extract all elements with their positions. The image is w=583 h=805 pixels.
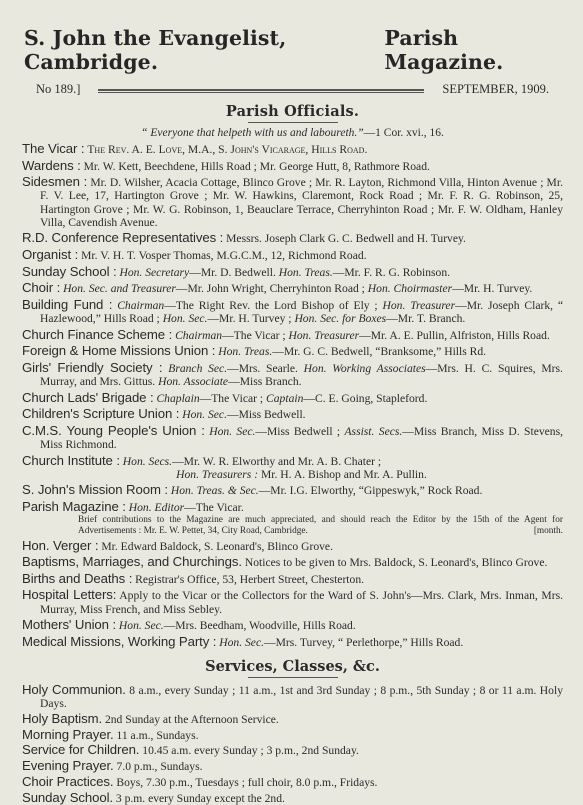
- entry-heading: Baptisms, Marriages, and Churchings.: [22, 554, 242, 570]
- entry-text: —Mr. I.G. Elworthy, “Gippeswyk,” Rock Road.: [258, 484, 483, 498]
- entry-text: —Mr. D. Bedwell.: [189, 265, 276, 279]
- magazine-note-end: [month.: [533, 525, 563, 536]
- entry-text: Mr. H. A. Bishop and Mr. A. Pullin.: [260, 467, 427, 481]
- entry-mission-room: [22, 483, 563, 497]
- entry-girls-friendly: [22, 361, 563, 388]
- entry-role: Hon. Secretary: [119, 265, 190, 279]
- entry-text: —Miss Branch.: [228, 374, 302, 388]
- entry-heading: Sidesmen :: [22, 174, 88, 190]
- entry-text: —Mr. G. C. Bedwell, “Branksome,” Hills Rd.: [272, 345, 487, 359]
- service-heading: Sunday School.: [22, 789, 113, 805]
- entry-heading: Wardens :: [22, 157, 81, 173]
- entry-role: Hon. Secs.: [122, 454, 173, 468]
- masthead-church-name: S. John the Evangelist, Cambridge.: [24, 26, 287, 74]
- service-heading: Choir Practices.: [22, 774, 114, 790]
- entry-text: Notices to be given to Mrs. Baldock, S. Leonard's, Blinco Grove.: [244, 556, 548, 570]
- entry-role: Hon. Sec.: [182, 408, 227, 422]
- entry-heading: Church Lads' Brigade :: [22, 389, 154, 405]
- entry-heading: R.D. Conference Representatives :: [22, 230, 224, 246]
- entry-scripture-union: [22, 407, 563, 421]
- entry-sidesmen: [22, 175, 563, 229]
- service-for-children: [22, 743, 563, 757]
- entry-text: The Rev. A. E. Love, M.A., S. John's Vicarage, Hills Road.: [87, 143, 368, 156]
- entry-role: Hon. Treasurer: [382, 298, 456, 312]
- entry-second-line: [40, 468, 563, 481]
- entry-text: —Miss Bedwell.: [226, 408, 306, 422]
- entry-wardens: [22, 159, 563, 173]
- entry-organist: [22, 248, 563, 262]
- entry-role: Hon. Sec.: [118, 619, 164, 633]
- entry-heading: Parish Magazine :: [22, 498, 126, 514]
- entry-heading: Children's Scripture Union :: [22, 406, 180, 422]
- entry-mothers-union: [22, 618, 563, 632]
- services-heading: Services, Classes, &c.: [205, 657, 380, 675]
- entry-role: Captain: [266, 391, 304, 405]
- service-evening-prayer: [22, 759, 563, 773]
- officials-heading-rule: [248, 122, 338, 123]
- entry-role: Hon. Sec.: [209, 424, 256, 438]
- entry-text: Apply to the Vicar or the Collectors for the Ward of S. John's—Mrs. Clark, Mrs. Inman, Mrs. Murray, Miss French, and Miss Sebley.: [40, 589, 563, 616]
- service-text: 10.45 a.m. every Sunday ; 3 p.m., 2nd Sunday.: [142, 744, 359, 758]
- entry-text: —Miss Branch, Miss D. Stevens, Miss Richmond.: [40, 424, 563, 451]
- issue-divider: [98, 89, 424, 93]
- service-text: 8 a.m., every Sunday ; 11 a.m., 1st and 3rd Sunday ; 8 p.m., 5th Sunday ; 8 or 11 a.m. Holy Days.: [40, 683, 563, 711]
- entry-building-fund: [22, 298, 563, 325]
- entry-text: —C. E. Going, Stapleford.: [303, 391, 428, 405]
- entry-text: —Mr. A. E. Pullin, Alfriston, Hills Road.: [359, 328, 550, 342]
- service-heading: Morning Prayer.: [22, 726, 114, 742]
- entry-text: —Mr. John Wright, Cherryhinton Road ;: [175, 282, 365, 296]
- entry-heading: C.M.S. Young People's Union :: [22, 422, 205, 438]
- entry-parish-magazine: [22, 500, 563, 514]
- entry-medical-missions: [22, 635, 563, 649]
- service-text: 3 p.m. every Sunday except the 2nd.: [115, 791, 285, 805]
- entry-role: Hon. Working Associates: [303, 361, 426, 375]
- entry-text: Mr. V. H. T. Vosper Thomas, M.G.C.M., 12, Richmond Road.: [81, 248, 367, 262]
- entry-verger: [22, 539, 563, 553]
- entry-role: Chairman: [117, 298, 165, 312]
- entry-text: —Mr. Joseph Clark, “ Hazlewood,” Hills Road ;: [40, 298, 563, 325]
- entry-church-institute: [22, 454, 563, 481]
- entry-role: Hon. Treas. & Sec.: [170, 484, 259, 498]
- services-list: [22, 683, 563, 805]
- service-choir-practices: [22, 775, 563, 789]
- entry-heading: Organist :: [22, 246, 79, 262]
- entry-role: Hon. Editor: [128, 500, 185, 514]
- entry-role: Hon. Treas.: [218, 345, 273, 359]
- service-heading: Evening Prayer.: [22, 758, 114, 774]
- entry-text: Mr. W. Kett, Beechdene, Hills Road ; Mr. George Hutt, 8, Rathmore Road.: [83, 159, 430, 173]
- entry-heading: Mothers' Union :: [22, 617, 117, 633]
- issue-date: SEPTEMBER, 1909.: [442, 82, 549, 96]
- entry-heading: Medical Missions, Working Party :: [22, 633, 217, 649]
- entry-text: —Mr. H. Turvey ;: [207, 311, 292, 325]
- entry-sunday-school: [22, 265, 563, 279]
- entry-text: —Mrs. Beedham, Woodville, Hills Road.: [163, 619, 356, 633]
- entry-heading: Choir :: [22, 280, 61, 296]
- service-holy-baptism: [22, 712, 563, 726]
- entry-text: —Mr. F. R. G. Robinson.: [332, 265, 451, 279]
- masthead: [22, 0, 563, 74]
- entry-choir: [22, 281, 563, 295]
- entry-text: —Mr. T. Branch.: [386, 311, 466, 325]
- entry-role: Assist. Secs.: [344, 424, 403, 438]
- entry-heading: Foreign & Home Missions Union :: [22, 343, 216, 359]
- officials-heading: Parish Officials.: [225, 103, 360, 120]
- entry-hospital-letters: [22, 588, 563, 615]
- entry-text: —The Vicar ;: [222, 328, 286, 342]
- entry-text: —Miss Bedwell ;: [255, 424, 341, 438]
- entry-role: Hon. Associate: [158, 374, 229, 388]
- entry-role: Chaplain: [156, 391, 200, 405]
- entry-heading: Church Institute :: [22, 452, 120, 468]
- entry-role: Hon. Treasurer: [288, 328, 360, 342]
- officials-list: [22, 142, 563, 649]
- entry-heading: S. John's Mission Room :: [22, 482, 168, 498]
- entry-cms-union: [22, 424, 563, 451]
- service-holy-communion: [22, 683, 563, 710]
- service-heading: Holy Baptism.: [22, 710, 103, 726]
- entry-text: —The Vicar.: [184, 500, 244, 514]
- entry-heading: Hospital Letters:: [22, 587, 117, 603]
- motto-reference: —1 Cor. xvi., 16.: [363, 127, 444, 139]
- entry-lads-brigade: [22, 391, 563, 405]
- motto-text: “ Everyone that helpeth with us and laboureth.”: [141, 127, 364, 139]
- entry-heading: Girls' Friendly Society :: [22, 359, 163, 375]
- officials-motto: [22, 127, 563, 139]
- entry-role: Hon. Sec. for Boxes: [294, 311, 387, 325]
- entry-role: Hon. Sec.: [219, 635, 264, 649]
- entry-text: —Mrs. Turvey, “ Perlethorpe,” Hills Road.: [264, 635, 464, 649]
- entry-heading: Hon. Verger :: [22, 537, 99, 553]
- entry-heading: The Vicar :: [22, 141, 85, 156]
- entry-role: Hon. Treas.: [278, 265, 333, 279]
- service-text: 11 a.m., Sundays.: [116, 728, 199, 742]
- service-heading: Holy Communion.: [22, 681, 126, 697]
- entry-text: —Mr. H. Turvey.: [452, 282, 533, 296]
- service-morning-prayer: [22, 728, 563, 742]
- entry-role: Hon. Treasurers :: [176, 467, 259, 481]
- magazine-note: [22, 515, 563, 536]
- entry-text: Registrar's Office, 53, Herbert Street, Chesterton.: [135, 572, 365, 586]
- entry-heading: Building Fund :: [22, 296, 113, 312]
- entry-text: Mr. Edward Baldock, S. Leonard's, Blinco Grove.: [101, 539, 333, 553]
- entry-vicar: [22, 142, 563, 156]
- entry-text: —The Right Rev. the Lord Bishop of Ely ;: [164, 298, 378, 312]
- entry-text: Mr. D. Wilsher, Acacia Cottage, Blinco Grove ; Mr. R. Layton, Richmond Villa, Hinton Avenue ; Mr. F. V. Lee, 17, Hartington Grove ; Mr. W. Hawkins, Claremont, Rock Road ; Mr. F. R. G. Robinson, 25, Hartington Grove ; Mr. W. G. Robinson, 1, Beauclare Terrace, Cherryhinton Road ; Mr. F. W. Oldham, Hanley Villa, Cavendish Avenue.: [40, 176, 563, 229]
- entry-text: —Mr. W. R. Elworthy and Mr. A. B. Chater ;: [172, 454, 382, 468]
- magazine-note-text: Brief contributions to the Magazine are much appreciated, and should reach the Editor by the 15th of the Agent for Advertisements : Mr. E. W. Pettet, 34, City Road, Cambridge.: [78, 515, 563, 536]
- entry-role: Branch Sec.: [168, 361, 228, 375]
- entry-births-deaths: [22, 572, 563, 586]
- entry-text: —Mrs. Searle.: [227, 361, 298, 375]
- entry-text: Messrs. Joseph Clark G. C. Bedwell and H. Turvey.: [226, 232, 466, 246]
- entry-role: Hon. Sec.: [162, 311, 208, 325]
- entry-text: —The Vicar ;: [199, 391, 264, 405]
- entry-role: Chairman: [175, 328, 223, 342]
- service-heading: Service for Children.: [22, 742, 140, 758]
- entry-heading: Births and Deaths :: [22, 570, 133, 586]
- entry-baptisms: [22, 555, 563, 569]
- entry-heading: Church Finance Scheme :: [22, 326, 173, 342]
- issue-line: [22, 82, 563, 97]
- entry-role: Hon. Choirmaster: [367, 282, 453, 296]
- masthead-title: Parish Magazine.: [384, 26, 504, 74]
- entry-text: —Mrs. H. C. Squires, Mrs. Murray, and Mrs. Gittus.: [40, 361, 563, 388]
- services-heading-rule: [248, 677, 338, 678]
- service-text: Boys, 7.30 p.m., Tuesdays ; full choir, 8.0 p.m., Fridays.: [116, 776, 378, 790]
- entry-role: Hon. Sec. and Treasurer: [63, 282, 176, 296]
- entry-finance-scheme: [22, 328, 563, 342]
- entry-heading: Sunday School :: [22, 263, 117, 279]
- service-text: 7.0 p.m., Sundays.: [116, 760, 203, 774]
- service-text: 2nd Sunday at the Afternoon Service.: [104, 712, 279, 726]
- entry-rd-conference: [22, 231, 563, 245]
- entry-missions-union: [22, 344, 563, 358]
- issue-number: No 189.]: [36, 82, 81, 96]
